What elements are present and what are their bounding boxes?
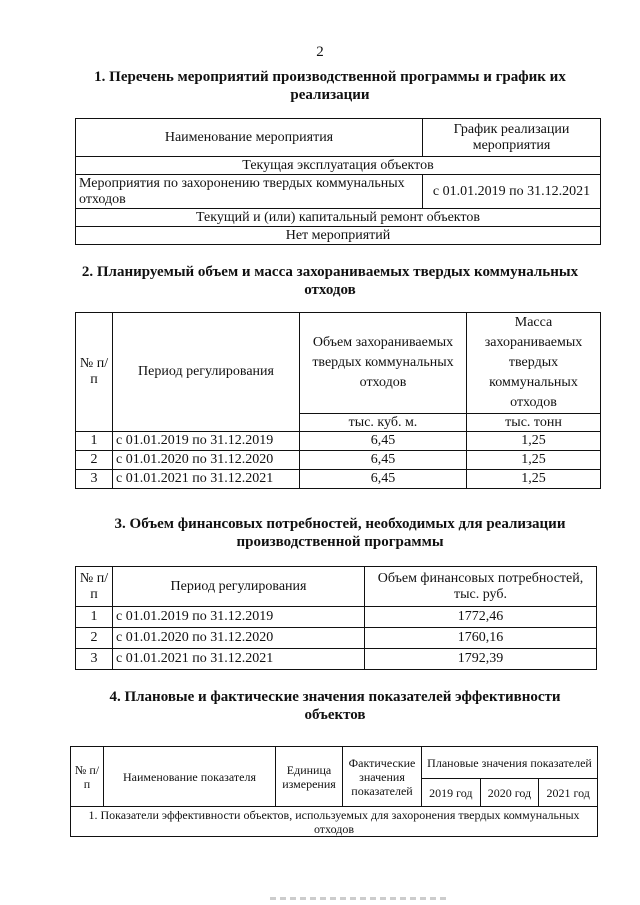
col-actual: Фактические значения показателей bbox=[343, 747, 422, 807]
col-schedule: График реализации мероприятия bbox=[423, 119, 601, 157]
row-volume: 6,45 bbox=[300, 470, 467, 489]
row-mass: 1,25 bbox=[467, 432, 601, 451]
table-row bbox=[76, 432, 601, 451]
table-row bbox=[76, 607, 597, 628]
col-period: Период регулирования bbox=[113, 313, 300, 432]
row-period: с 01.01.2019 по 31.12.2019 bbox=[113, 432, 300, 451]
col-planned: Плановые значения показателей bbox=[422, 747, 598, 779]
volume-table bbox=[75, 312, 601, 489]
finance-table bbox=[75, 566, 597, 670]
section2-title bbox=[40, 263, 620, 299]
row-mass: 1,25 bbox=[467, 451, 601, 470]
col-year-2021: 2021 год bbox=[539, 779, 598, 807]
row-period: с 01.01.2020 по 31.12.2020 bbox=[113, 628, 365, 649]
unit-mass: тыс. тонн bbox=[467, 414, 601, 432]
row-period: с 01.01.2021 по 31.12.2021 bbox=[113, 470, 300, 489]
row-num: 2 bbox=[76, 451, 113, 470]
activities-table bbox=[75, 118, 601, 245]
row-period: с 01.01.2020 по 31.12.2020 bbox=[113, 451, 300, 470]
indicators-subheader: 1. Показатели эффективности объектов, используемых для захоронения твердых коммунальных отходов bbox=[71, 807, 598, 837]
table-row bbox=[76, 628, 597, 649]
col-num: № п/п bbox=[71, 747, 104, 807]
col-year-2020: 2020 год bbox=[480, 779, 539, 807]
group-repair: Текущий и (или) капитальный ремонт объектов bbox=[76, 209, 601, 227]
col-mass: Масса захораниваемых твердых коммунальных отходов bbox=[467, 313, 601, 414]
row-value: 1772,46 bbox=[365, 607, 597, 628]
col-year-2019: 2019 год bbox=[422, 779, 481, 807]
section1-title bbox=[40, 68, 620, 104]
row-value: 1792,39 bbox=[365, 649, 597, 670]
col-num: № п/п bbox=[76, 567, 113, 607]
section3-title-line2: производственной программы bbox=[236, 534, 444, 550]
col-num: № п/п bbox=[76, 313, 113, 432]
page-number: 2 bbox=[316, 44, 324, 60]
section4-title bbox=[40, 688, 630, 724]
section2-title-line2: отходов bbox=[304, 282, 356, 298]
row-volume: 6,45 bbox=[300, 451, 467, 470]
unit-volume: тыс. куб. м. bbox=[300, 414, 467, 432]
row-num: 3 bbox=[76, 470, 113, 489]
col-indicator-name: Наименование показателя bbox=[104, 747, 276, 807]
section1-title-line2: реализации bbox=[290, 87, 370, 103]
section4-title-line1: 4. Плановые и фактические значения показателей эффективности bbox=[109, 689, 561, 705]
section2-title-line1: 2. Планируемый объем и масса захораниваемых твердых коммунальных bbox=[81, 264, 579, 280]
table-row bbox=[76, 649, 597, 670]
no-activities: Нет мероприятий bbox=[76, 227, 601, 245]
activity-burial: Мероприятия по захоронению твердых коммунальных отходов bbox=[76, 175, 423, 209]
row-num: 2 bbox=[76, 628, 113, 649]
row-value: 1760,16 bbox=[365, 628, 597, 649]
section4-title-line2: объектов bbox=[304, 707, 366, 723]
row-num: 1 bbox=[76, 607, 113, 628]
row-num: 3 bbox=[76, 649, 113, 670]
row-period: с 01.01.2021 по 31.12.2021 bbox=[113, 649, 365, 670]
col-finance: Объем финансовых потребностей, тыс. руб. bbox=[365, 567, 597, 607]
section3-title bbox=[40, 515, 640, 551]
row-period: с 01.01.2019 по 31.12.2019 bbox=[113, 607, 365, 628]
row-num: 1 bbox=[76, 432, 113, 451]
col-unit: Единица измерения bbox=[276, 747, 343, 807]
col-period: Период регулирования bbox=[113, 567, 365, 607]
section1-title-line1: 1. Перечень мероприятий производственной программы и график их bbox=[94, 69, 566, 85]
row-volume: 6,45 bbox=[300, 432, 467, 451]
table-row bbox=[76, 470, 601, 489]
indicators-table bbox=[70, 746, 598, 837]
col-activity-name: Наименование мероприятия bbox=[76, 119, 423, 157]
table-row bbox=[76, 451, 601, 470]
group-operation: Текущая эксплуатация объектов bbox=[76, 157, 601, 175]
scan-artifact bbox=[270, 897, 450, 900]
col-volume: Объем захораниваемых твердых коммунальных отходов bbox=[300, 313, 467, 414]
row-mass: 1,25 bbox=[467, 470, 601, 489]
activity-burial-schedule: с 01.01.2019 по 31.12.2021 bbox=[423, 175, 601, 209]
section3-title-line1: 3. Объем финансовых потребностей, необходимых для реализации bbox=[114, 516, 566, 532]
